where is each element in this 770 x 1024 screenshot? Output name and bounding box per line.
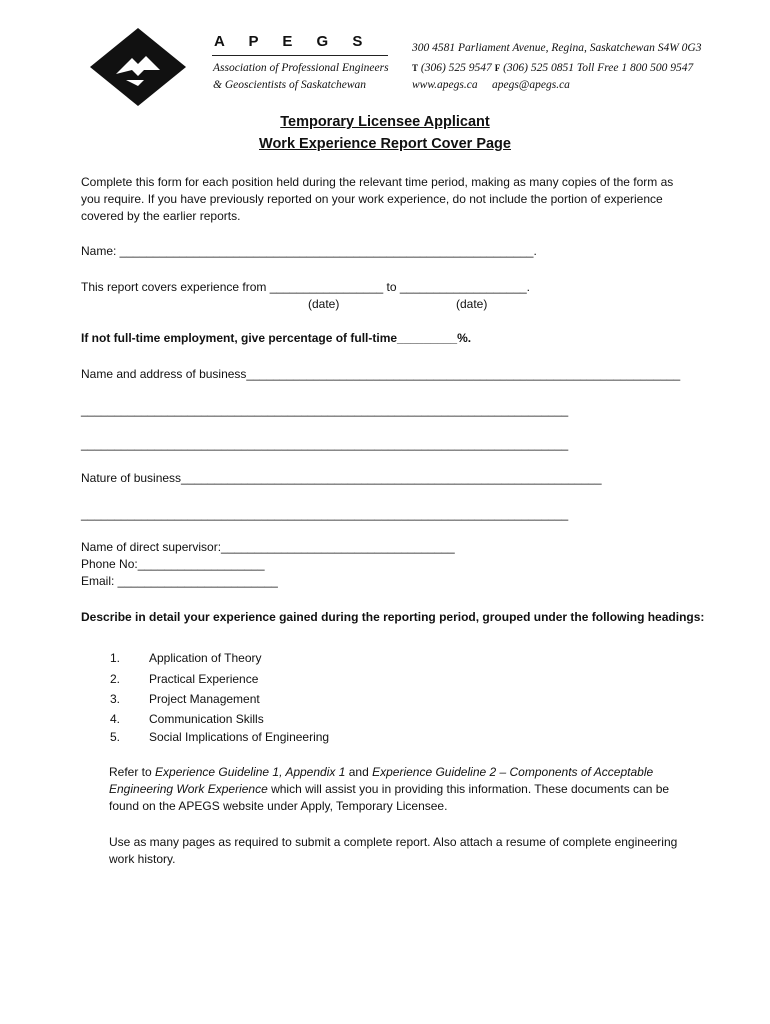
list-item: Application of Theory xyxy=(149,651,262,665)
date-label-to: (date) xyxy=(456,297,488,311)
phone-prefix: T xyxy=(412,63,419,73)
intro-line3: covered by the earlier reports. xyxy=(81,209,241,223)
refer-text-1: Refer to xyxy=(109,765,156,779)
list-item: Practical Experience xyxy=(149,672,259,686)
org-contact-line xyxy=(412,60,693,77)
refer-text-3: which will assist you in providing this information. These documents can be xyxy=(267,782,670,796)
phone-field[interactable]: Phone No:___________________ xyxy=(81,557,265,571)
date-label-from: (date) xyxy=(308,297,340,311)
name-field[interactable]: Name: ______________________________________________________________. xyxy=(81,244,537,258)
guideline-2-ref-cont: Engineering Work Experience xyxy=(109,782,268,796)
fax-prefix: F xyxy=(494,63,501,73)
list-item-number: 2. xyxy=(110,672,121,686)
business-address-line2[interactable]: _________________________________________________________________________ xyxy=(81,403,569,417)
intro-line1: Complete this form for each position held during the relevant time period, making as many copies of the form as xyxy=(81,175,674,189)
full-time-percentage-field[interactable]: If not full-time employment, give percentage of full-time_________%. xyxy=(81,331,472,345)
list-item: Social Implications of Engineering xyxy=(149,730,330,744)
org-acronym: A P E G S xyxy=(214,33,373,50)
refer-line2 xyxy=(109,781,669,798)
org-fax: (306) 525 0851 xyxy=(503,62,574,74)
list-item-number: 5. xyxy=(110,730,121,744)
supervisor-field[interactable]: Name of direct supervisor:___________________________________ xyxy=(81,540,455,554)
org-phone: (306) 525 9547 xyxy=(420,62,492,74)
list-item-number: 4. xyxy=(110,712,121,726)
org-divider xyxy=(212,55,388,56)
list-item-number: 1. xyxy=(110,651,121,665)
list-item-number: 3. xyxy=(110,692,121,706)
org-email[interactable]: apegs@apegs.ca xyxy=(491,79,570,91)
refer-text-2: and xyxy=(345,765,373,779)
refer-line3: found on the APEGS website under Apply, Temporary Licensee. xyxy=(109,799,448,813)
nature-of-business-field[interactable]: Nature of business_______________________________________________________________ xyxy=(81,471,602,485)
org-name-line1: Association of Professional Engineers xyxy=(213,62,389,74)
experience-dates-field[interactable]: This report covers experience from _________________ to ___________________. xyxy=(81,280,531,294)
nature-of-business-line2[interactable]: _________________________________________________________________________ xyxy=(81,507,569,521)
org-address: 300 4581 Parliament Avenue, Regina, Saskatchewan S4W 0G3 xyxy=(412,42,702,54)
apegs-logo xyxy=(86,24,190,110)
business-address-line3[interactable]: _________________________________________________________________________ xyxy=(81,437,569,451)
describe-heading: Describe in detail your experience gained during the reporting period, grouped under the following headings: xyxy=(81,610,705,624)
page-title-line1: Temporary Licensee Applicant xyxy=(280,114,490,130)
business-name-address-field[interactable]: Name and address of business_________________________________________________________________ xyxy=(81,367,681,381)
guideline-2-ref: Experience Guideline 2 – Components of Acceptable xyxy=(372,765,654,779)
closing-line2: work history. xyxy=(109,852,176,866)
closing-line1: Use as many pages as required to submit a complete report. Also attach a resume of complete engineering xyxy=(109,835,678,849)
org-web-line xyxy=(412,77,570,94)
org-toll-free: Toll Free 1 800 500 9547 xyxy=(576,62,694,74)
page-title-line2: Work Experience Report Cover Page xyxy=(259,136,511,152)
intro-line2: you require. If you have previously reported on your work experience, do not include the portion of experience xyxy=(81,192,663,206)
list-item: Project Management xyxy=(149,692,260,706)
refer-line1 xyxy=(109,764,653,781)
guideline-1-ref: Experience Guideline 1, Appendix 1 xyxy=(155,765,346,779)
email-field[interactable]: Email: ________________________ xyxy=(81,574,278,588)
org-website[interactable]: www.apegs.ca xyxy=(412,79,478,91)
org-name-line2: & Geoscientists of Saskatchewan xyxy=(213,79,366,91)
list-item: Communication Skills xyxy=(149,712,264,726)
